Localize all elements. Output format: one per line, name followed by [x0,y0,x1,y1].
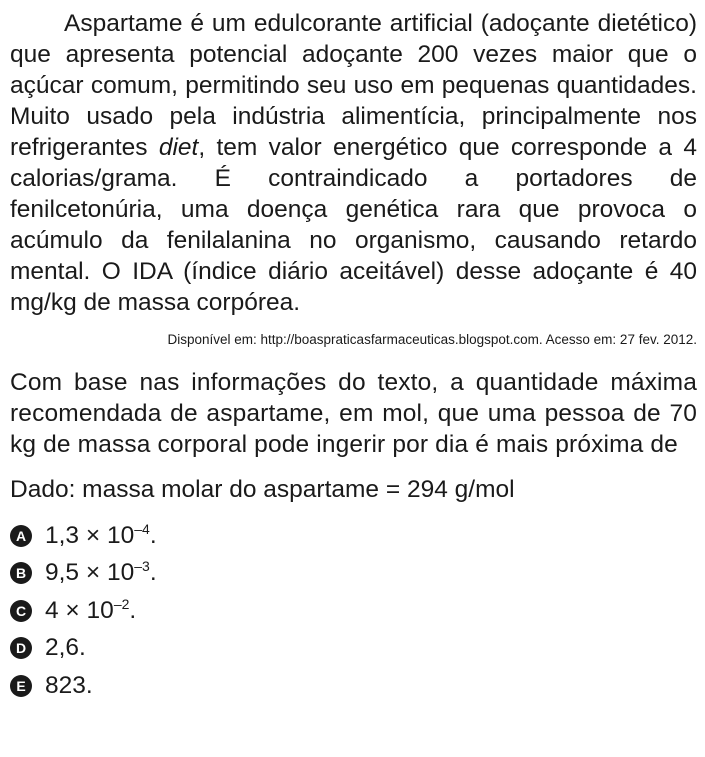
option-b[interactable] [10,555,697,593]
option-d-letter-icon: D [10,637,32,659]
option-c-base: 4 × 10 [45,596,114,624]
passage-text [10,8,697,318]
option-c-letter-icon: C [10,600,32,622]
question-stem: Com base nas informações do texto, a quantidade máxima recomendada de aspartame, em mol, que uma pessoa de 70 kg de massa corporal pode ingerir por dia é mais próxima de [10,369,697,458]
option-c[interactable] [10,592,697,630]
option-b-tail: . [149,559,157,587]
option-b-exponent: –3 [134,558,150,575]
given-data: Dado: massa molar do aspartame = 294 g/mol [10,476,515,503]
passage-italic-word: diet [158,134,199,161]
option-a-base: 1,3 × 10 [45,521,135,549]
option-b-base: 9,5 × 10 [45,559,135,587]
option-c-exponent: –2 [113,595,130,612]
option-a-tail: . [149,521,157,549]
option-a[interactable] [10,517,697,555]
option-e-text: 823. [45,671,93,699]
option-c-text [45,597,136,625]
option-d-text: 2,6. [45,634,86,662]
source-citation: Disponível em: http://boaspraticasfarmaceuticas.blogspot.com. Acesso em: 27 fev. 2012. [167,332,697,347]
option-b-text [45,559,157,587]
answer-options [10,517,697,705]
option-a-letter-icon: A [10,525,32,547]
option-a-exponent: –4 [134,520,150,537]
question-page [10,8,697,705]
passage-part-1: Aspartame é um edulcorante artificial (adoçante dietético) que apresenta potencial adoçante 200 vezes maior que o açúcar comum, permitindo seu uso em pequenas quantidades. Muito usado pela indústria alimentícia, principalmente nos refrigerantes [10,10,697,161]
option-a-text [45,522,157,550]
option-e-letter-icon: E [10,675,32,697]
option-c-tail: . [129,596,137,624]
option-d[interactable] [10,630,697,668]
option-e[interactable] [10,667,697,705]
option-b-letter-icon: B [10,562,32,584]
passage-part-2: , tem valor energético que corresponde a 4 calorias/grama. É contraindicado a portadores de fenilcetonúria, uma doença genética rara que provoca o acúmulo da fenilalanina no organismo, causando retardo mental. O IDA (índice diário aceitável) desse adoçante é 40 mg/kg de massa corpórea. [10,134,697,316]
